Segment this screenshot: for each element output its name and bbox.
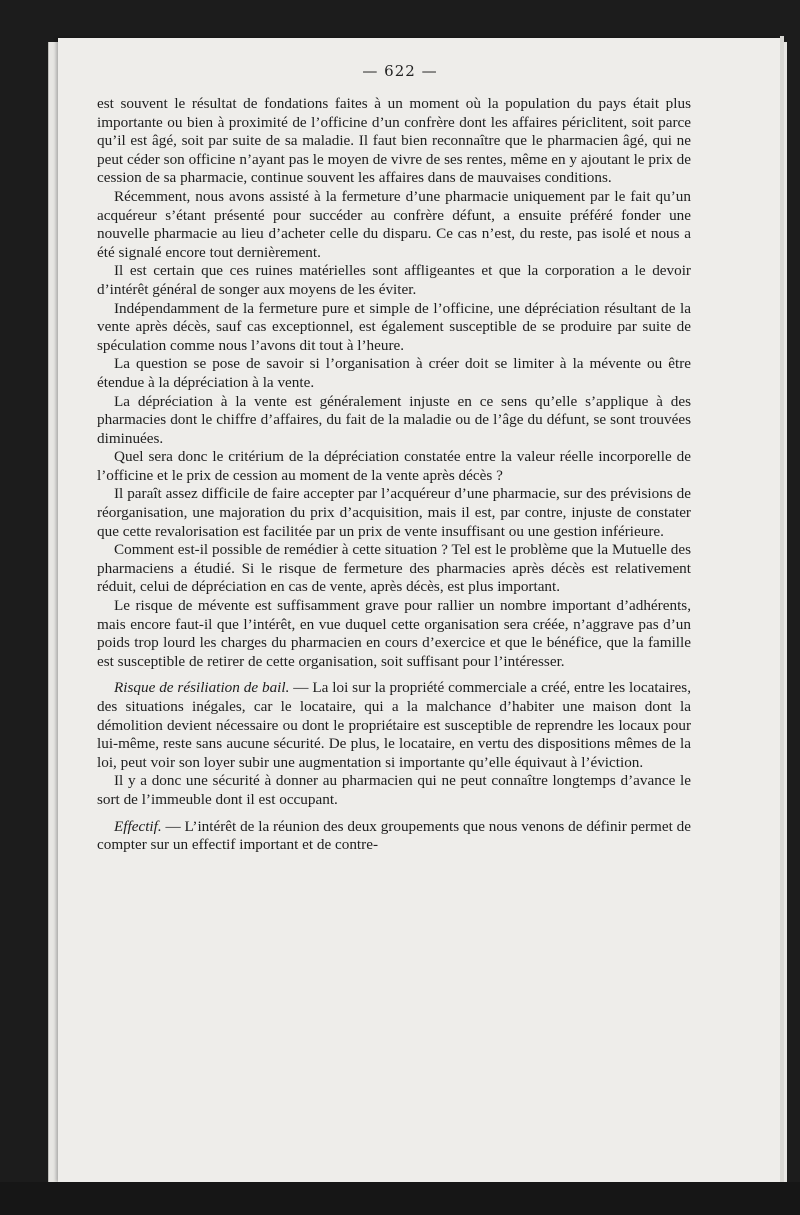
section-effectif-text: — L’intérêt de la réunion des deux groupements que nous venons de définir permet de compter sur un effectif important et de contre-	[97, 817, 691, 854]
body-text	[97, 95, 691, 855]
section-effectif-paragraph	[97, 818, 691, 855]
scan-border-bottom	[0, 1182, 800, 1215]
paragraph: La dépréciation à la vente est généralement injuste en ce sens qu’elle s’applique à des pharmacies dont le chiffre d’affaires, du fait de la maladie ou de l’âge du défunt, se sont trouvées diminuées.	[97, 392, 691, 447]
section-resiliation-paragraph	[97, 679, 691, 772]
section-heading-effectif: Effectif.	[114, 817, 162, 835]
paragraph: La question se pose de savoir si l’organisation à créer doit se limiter à la mévente ou être étendue à la dépréciation à la vente.	[97, 355, 691, 391]
section-resiliation-text: — La loi sur la propriété commerciale a créé, entre les locataires, des situations inégales, car le locataire, qui a la malchance d’habiter une maison dont la démolition devient nécessaire ou dont le propriétaire est susceptible de reprendre les locaux pour lui-même, reste sans aucune sécurité. De plus, le locataire, en vertu des dispositions mêmes de la loi, peut voir son loyer subir une augmentation si importante qu’elle équivaut à l’éviction.	[97, 679, 691, 771]
paragraph: est souvent le résultat de fondations faites à un moment où la population du pays était plus importante ou bien à proximité de l’officine d’un confrère dont les affaires périclitent, soit parce qu’il est âgé, soit par suite de sa maladie. Il faut bien reconnaître que le pharmacien âgé, qui ne peut céder son officine n’ayant pas le moyen de vivre de ses rentes, même en y ajoutant le prix de cession de sa pharmacie, continue souvent les affaires dans de mauvaises conditions.	[97, 95, 691, 187]
paragraph: Il est certain que ces ruines matérielles sont affligeantes et que la corporation a le devoir d’intérêt général de songer aux moyens de les éviter.	[97, 262, 691, 298]
paragraph: Indépendamment de la fermeture pure et simple de l’officine, une dépréciation résultant de la vente après décès, sauf cas exceptionnel, est également susceptible de se produire par suite de spéculation comme nous l’avons dit tout à l’heure.	[97, 299, 691, 354]
paragraph: Le risque de mévente est suffisamment grave pour rallier un nombre important d’adhérents, mais encore faut-il que l’intérêt, en vue duquel cette organisation sera créée, n’aggrave pas d’un poids trop lourd les charges du pharmacien en cours d’exercice et que le bénéfice, que la famille est susceptible de retirer de cette organisation, soit suffisant pour l’intéresser.	[97, 597, 691, 670]
paragraph: Quel sera donc le critérium de la dépréciation constatée entre la valeur réelle incorporelle de l’officine et le prix de cession au moment de la vente après décès ?	[97, 448, 691, 484]
page-number: — 622 —	[362, 62, 438, 80]
paragraph: Récemment, nous avons assisté à la fermeture d’une pharmacie uniquement par le fait qu’un acquéreur s’étant présenté pour succéder au confrère défunt, a ensuite préféré fonder une nouvelle pharmacie au lieu d’acheter celle du disparu. Ce cas n’est, du reste, pas isolé et nous a été signalé encore tout dernièrement.	[97, 187, 691, 261]
section-heading-resiliation: Risque de résiliation de bail.	[114, 679, 290, 697]
page-edge-right	[780, 36, 784, 1184]
paragraph: Il paraît assez difficile de faire accepter par l’acquéreur d’une pharmacie, sur des prévisions de réorganisation, une majoration du prix d’acquisition, mais il est, par contre, injuste de constater que cette revalorisation est facilitée par un prix de vente insuffisant ou une gestion inférieure.	[97, 485, 691, 540]
paragraph: Comment est-il possible de remédier à cette situation ? Tel est le problème que la Mutuelle des pharmaciens a étudié. Si le risque de fermeture des pharmacies après décès est relativement réduit, celui de dépréciation en cas de vente, après décès, est plus important.	[97, 541, 691, 596]
paragraph: Il y a donc une sécurité à donner au pharmacien qui ne peut connaître longtemps d’avance le sort de l’immeuble dont il est occupant.	[97, 772, 691, 808]
